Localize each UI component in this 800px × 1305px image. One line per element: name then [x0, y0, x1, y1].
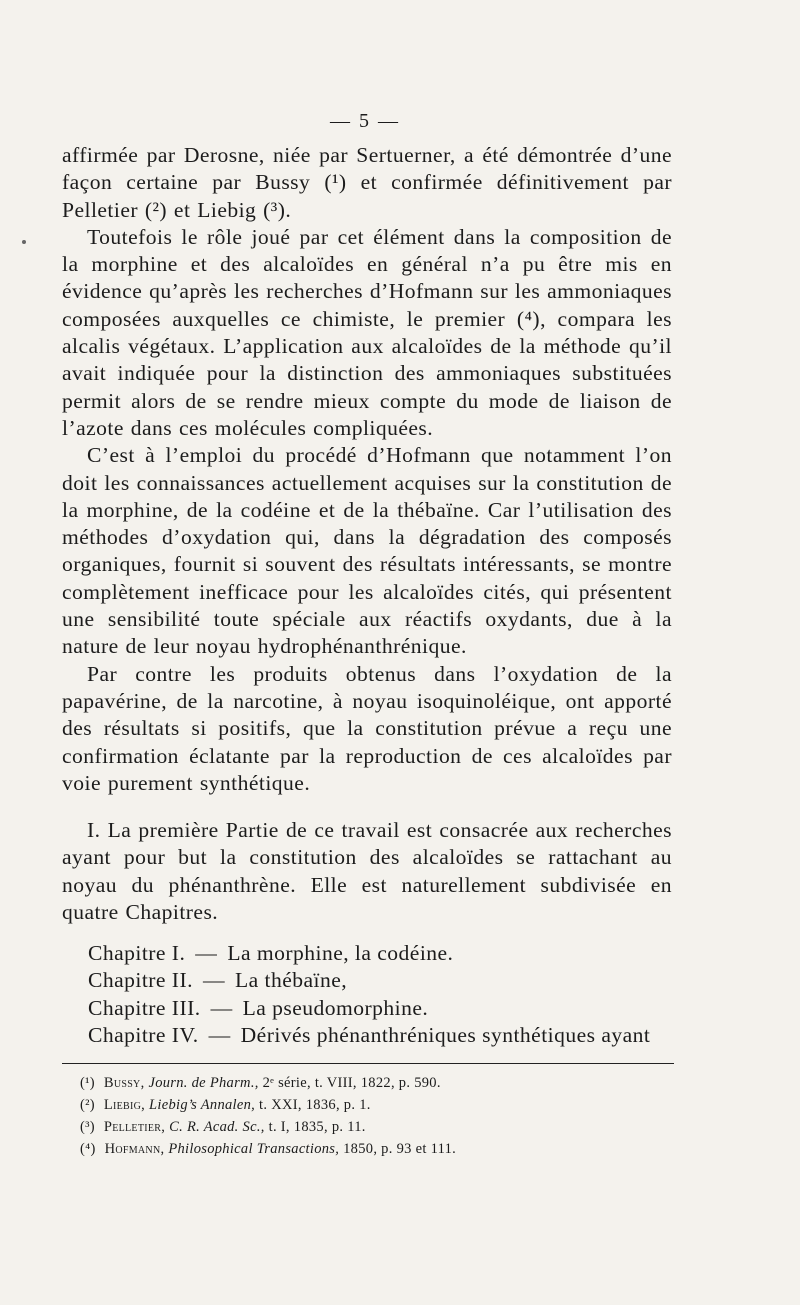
- chapter-item: [88, 967, 678, 994]
- chapter-title: La morphine, la codéine.: [227, 941, 454, 965]
- chapter-label: Chapitre III.: [88, 995, 201, 1020]
- footnote-author: Bussy,: [103, 1075, 145, 1091]
- footnote-mark: (³): [80, 1119, 95, 1135]
- footnote-mark: (¹): [80, 1075, 95, 1091]
- paragraph: affirmée par Derosne, niée par Sertuerner, a été démontrée d’une façon certaine par Bussy (¹) et confirmée définitivement par Pelletier (²) et Liebig (³).: [62, 143, 672, 222]
- paragraph: Par contre les produits obtenus dans l’oxydation de la papavérine, de la narcotine, à noyau isoquinoléique, ont apporté des résultats si positifs, que la constitution prévue a reçu une confirmation éclatante par la reproduction de ces alcaloïdes par voie purement synthétique.: [62, 661, 672, 795]
- chapter-dash: —: [202, 968, 225, 993]
- chapter-title: Dérivés phénanthréniques synthétiques ayant: [240, 1022, 651, 1047]
- footnote-author: Liebig,: [103, 1097, 146, 1113]
- chapter-label: Chapitre I.: [88, 941, 186, 965]
- chapter-item: [88, 940, 678, 967]
- section-intro-paragraph: I. La première Partie de ce travail est consacrée aux recherches ayant pour but la constitution des alcaloïdes se rattachant au noyau du phénanthrène. Elle est naturellement subdivisée en quatre Chapitres.: [62, 818, 672, 924]
- chapter-title: La thébaïne,: [234, 968, 348, 993]
- chapter-label: Chapitre II.: [88, 968, 193, 993]
- footnote-divider: [62, 1063, 674, 1064]
- footnote: [80, 1072, 670, 1094]
- footnote-author: Pelletier,: [103, 1119, 166, 1135]
- footnote-details: t. XXI, 1836, p. 1.: [259, 1097, 371, 1113]
- footnote-details: 2ᵉ série, t. VIII, 1822, p. 590.: [262, 1075, 441, 1091]
- footnote-mark: (⁴): [80, 1141, 96, 1157]
- footnote-work: Philosophical Transactions,: [168, 1141, 340, 1157]
- footnote-work: Liebig’s Annalen,: [149, 1097, 256, 1113]
- footnote-work: Journ. de Pharm.,: [148, 1075, 259, 1091]
- footnote: [80, 1138, 670, 1160]
- chapter-list: [88, 940, 678, 1049]
- chapter-dash: —: [210, 995, 233, 1020]
- chapter-title: La pseudomorphine.: [242, 995, 429, 1020]
- chapter-item: [88, 1022, 678, 1049]
- page-number: — 5 —: [330, 110, 400, 132]
- footnote: [80, 1116, 670, 1138]
- paper-speck: [22, 240, 26, 244]
- chapter-label: Chapitre IV.: [88, 1022, 199, 1047]
- section-intro: [62, 817, 672, 926]
- chapter-dash: —: [195, 941, 218, 965]
- paragraph: C’est à l’emploi du procédé d’Hofmann que notamment l’on doit les connaissances actuellement acquises sur la constitution de la morphine, de la codéine et de la thébaïne. Car l’utilisation des méthodes d’oxydation qui, dans la dégradation des composés organiques, fournit si souvent des résultats intéressants, se montre complètement inefficace pour les alcaloïdes cités, qui présentent une sensibilité toute spéciale aux réactifs oxydants, due à la nature de leur noyau hydrophénanthrénique.: [62, 443, 672, 659]
- footnotes: [80, 1072, 670, 1160]
- chapter-dash: —: [208, 1022, 231, 1047]
- chapter-item: [88, 995, 678, 1022]
- paragraph: Toutefois le rôle joué par cet élément dans la composition de la morphine et des alcaloïdes en général n’a pu être mis en évidence qu’après les recherches d’Hofmann sur les ammoniaques composées auxquelles ce chimiste, le premier (⁴), compara les alcalis végétaux. L’application aux alcaloïdes de la méthode qu’il avait indiquée pour la distinction des ammoniaques substituées permit alors de se rendre mieux compte du mode de liaison de l’azote dans ces molécules compliquées.: [62, 224, 672, 440]
- footnote-details: t. I, 1835, p. 11.: [268, 1119, 366, 1135]
- footnote-details: 1850, p. 93 et 111.: [343, 1141, 457, 1157]
- body-text: [62, 142, 672, 797]
- footnote-work: C. R. Acad. Sc.,: [169, 1119, 265, 1135]
- footnote-author: Hofmann,: [104, 1141, 165, 1157]
- footnote-mark: (²): [80, 1097, 95, 1113]
- footnote: [80, 1094, 670, 1116]
